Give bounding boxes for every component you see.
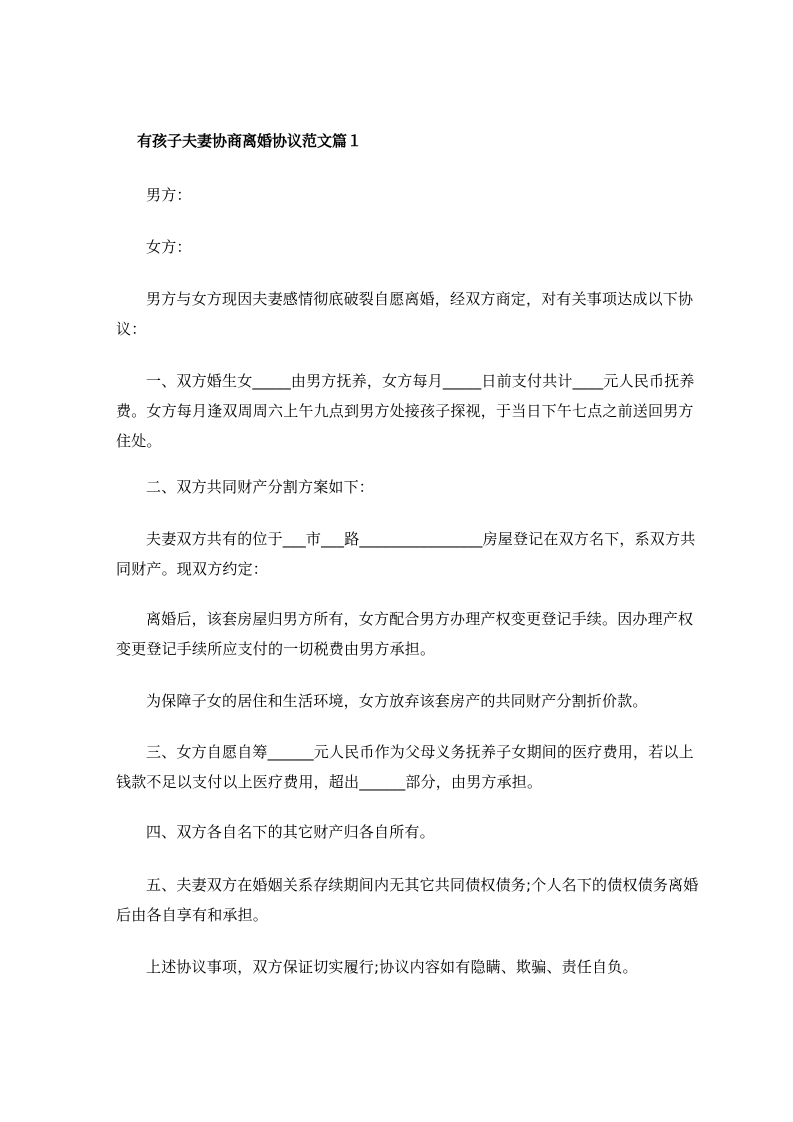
paragraph-property: 夫妻双方共有的位于___市___路________________房屋登记在双方名下，系双方共同财产。现双方约定： (116, 530, 696, 578)
paragraph-clause-2-heading: 二、双方共同财产分割方案如下： (146, 478, 375, 496)
paragraph-husband: 男方： (146, 186, 192, 204)
paragraph-clause-5: 五、夫妻双方在婚姻关系存续期间内无其它共同债权债务;个人名下的债权债务离婚后由各自享有和承担。 (116, 876, 699, 924)
paragraph-waiver: 为保障子女的居住和生活环境，女方放弃该套房产的共同财产分割折价款。 (146, 692, 648, 710)
paragraph-wife: 女方： (146, 238, 192, 256)
document-title: 有孩子夫妻协商离婚协议范文篇１ (137, 132, 363, 150)
paragraph-clause-4: 四、双方各自名下的其它财产归各自所有。 (146, 823, 435, 841)
paragraph-intro: 男方与女方现因夫妻感情彻底破裂自愿离婚，经双方商定，对有关事项达成以下协议： (116, 290, 694, 338)
paragraph-clause-1: 一、双方婚生女_____由男方抚养，女方每月_____日前支付共计____元人民币抚养费。女方每月逢双周周六上午九点到男方处接孩子探视，于当日下午七点之前送回男方住处。 (116, 372, 695, 450)
paragraph-clause-3: 三、女方自愿自筹______元人民币作为父母义务抚养子女期间的医疗费用，若以上钱款不足以支付以上医疗费用，超出______部分，由男方承担。 (116, 743, 694, 791)
paragraph-after-divorce: 离婚后，该套房屋归男方所有，女方配合男方办理产权变更登记手续。因办理产权变更登记手续所应支付的一切税费由男方承担。 (116, 610, 694, 658)
paragraph-guarantee: 上述协议事项，双方保证切实履行;协议内容如有隐瞒、欺骗、责任自负。 (146, 958, 638, 976)
